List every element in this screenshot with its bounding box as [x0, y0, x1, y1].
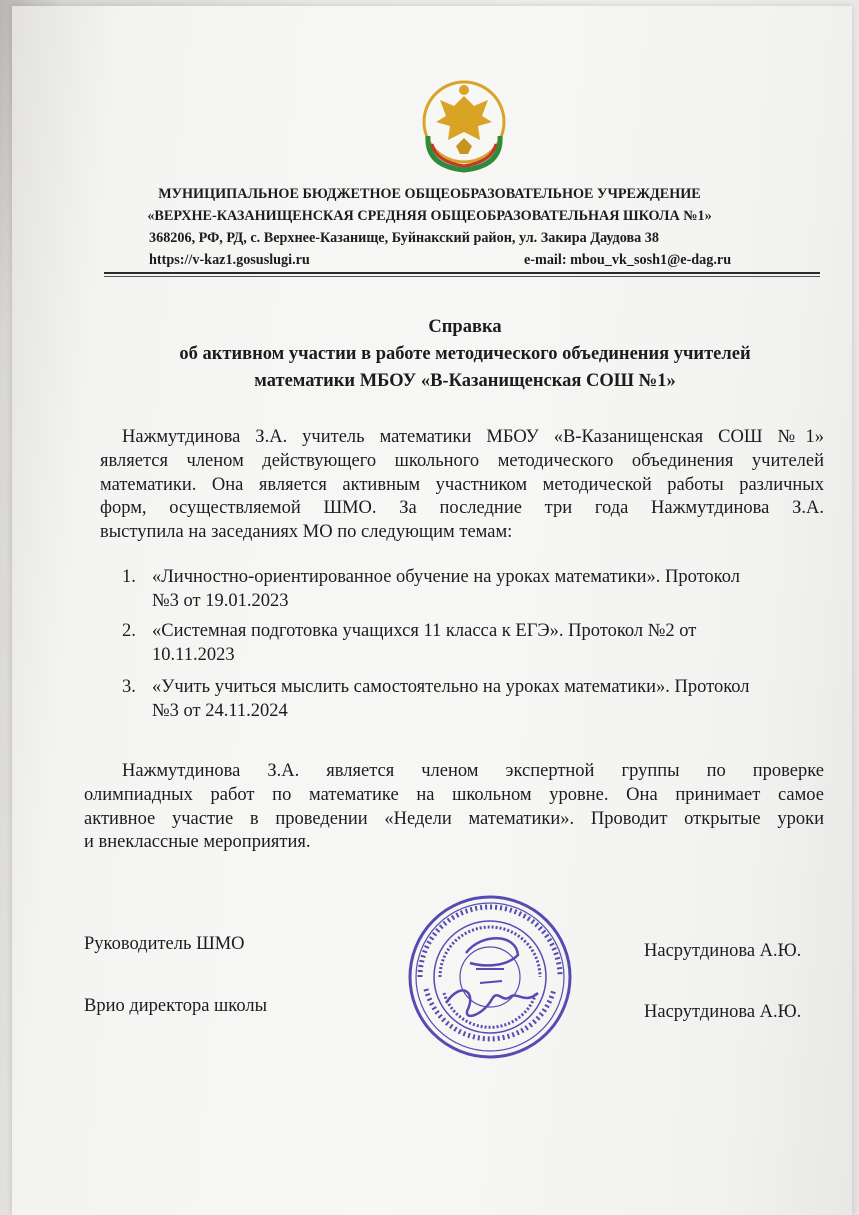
list-item-text: №3 от 19.01.2023: [152, 590, 289, 611]
signature-role-head: Руководитель ШМО: [84, 934, 245, 954]
list-item-text: «Учить учиться мыслить самостоятельно на уроках математики». Протокол: [152, 677, 750, 697]
header-institution-line2: «ВЕРХНЕ-КАЗАНИЩЕНСКАЯ СРЕДНЯЯ ОБЩЕОБРАЗОВАТЕЛЬНАЯ ШКОЛА №1»: [147, 208, 712, 224]
paragraph-line: активное участие в проведении «Недели математики». Проводит открытые уроки: [84, 808, 824, 829]
paragraph-line: является членом действующего школьного методического объединения учителей: [100, 451, 824, 471]
paragraph-line: математики. Она является активным участником методической работы различных: [100, 474, 824, 495]
paragraph1-line1: [122, 426, 824, 450]
paragraph2-body: [84, 784, 824, 855]
list-item-text: «Системная подготовка учащихся 11 класса к ЕГЭ». Протокол №2 от: [152, 621, 697, 641]
coat-of-arms-emblem: [418, 76, 510, 174]
header-email-link[interactable]: e-mail: mbou_vk_sosh1@e-dag.ru: [524, 252, 732, 268]
list-item-number: 3.: [122, 677, 136, 697]
document-subtitle-line1: об активном участии в работе методического объединения учителей: [179, 344, 751, 364]
header-divider: [104, 272, 820, 274]
document-subtitle-line2: математики МБОУ «В-Казанищенская СОШ №1»: [254, 371, 676, 391]
paragraph-line: Нажмутдинова З.А. является членом экспертной группы по проверке: [122, 761, 824, 781]
official-stamp: [406, 893, 574, 1061]
signature-role-director: Врио директора школы: [84, 996, 268, 1016]
paragraph-line: и внеклассные мероприятия.: [84, 832, 311, 853]
paragraph-line: форм, осуществляемой ШМО. За последние три года Нажмутдинова З.А.: [100, 498, 824, 519]
signature-name-head: Насрутдинова А.Ю.: [644, 941, 802, 961]
paragraph-line: олимпиадных работ по математике на школьном уровне. Она принимает самое: [84, 785, 824, 805]
header-address: 368206, РФ, РД, с. Верхнее-Казанище, Буйнакский район, ул. Закира Даудова 38: [149, 230, 659, 246]
list-item-number: 1.: [122, 567, 136, 587]
paragraph-line: Нажмутдинова З.А. учитель математики МБОУ «В-Казанищенская СОШ №1»: [122, 427, 824, 447]
signature-name-director: Насрутдинова А.Ю.: [644, 1002, 802, 1022]
paragraph2-line1: [122, 760, 824, 784]
document-title: Справка: [428, 317, 502, 337]
header-divider-thin: [104, 276, 820, 277]
header-institution-line1: МУНИЦИПАЛЬНОЕ БЮДЖЕТНОЕ ОБЩЕОБРАЗОВАТЕЛЬНОЕ УЧРЕЖДЕНИЕ: [158, 186, 701, 202]
header-website-link[interactable]: https://v-kaz1.gosuslugi.ru: [149, 252, 310, 268]
list-item-text: №3 от 24.11.2024: [152, 700, 288, 721]
paragraph1-body: [100, 450, 824, 544]
paragraph-line: выступила на заседаниях МО по следующим темам:: [100, 521, 513, 542]
list-item-text: 10.11.2023: [152, 644, 235, 665]
list-item-text: «Личностно-ориентированное обучение на уроках математики». Протокол: [152, 567, 740, 587]
list-item-number: 2.: [122, 621, 136, 641]
